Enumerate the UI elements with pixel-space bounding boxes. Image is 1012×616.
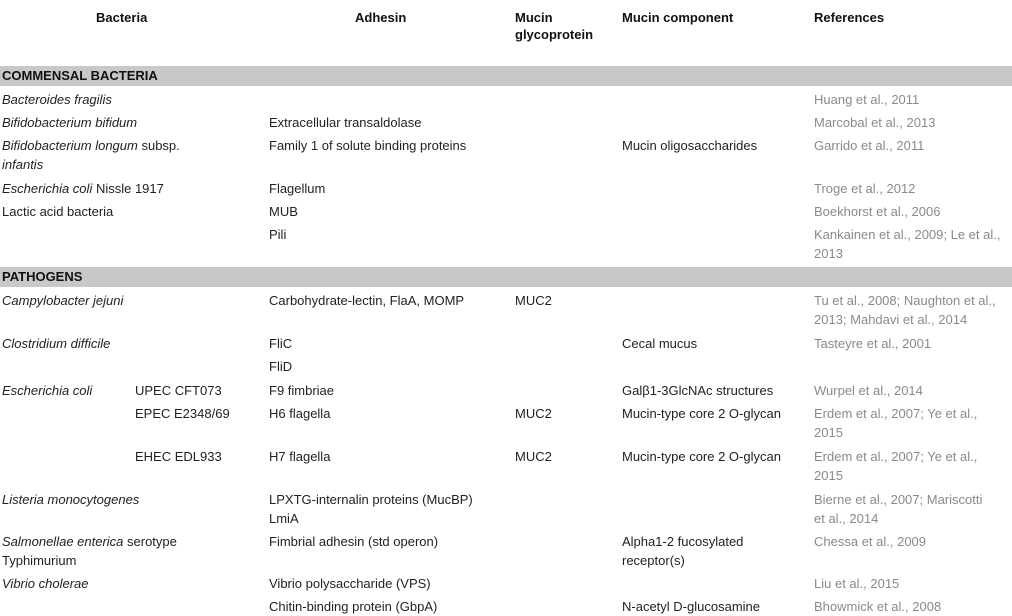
mucin-component: N-acetyl D-glucosamine [622,599,760,614]
bacteria-name: Listeria monocytogenes [2,492,140,507]
adhesin: Extracellular transaldolase [269,115,422,130]
mucin-component: Mucin-type core 2 O-glycan [622,406,781,421]
reference: Erdem et al., 2007; Ye et al., [814,449,978,464]
adhesin: FliC [269,336,293,351]
reference: Tu et al., 2008; Naughton et al., [814,293,996,308]
mucin-component: Galβ1-3GlcNAc structures [622,383,774,398]
bacteria-name: Escherichia coli [2,383,93,398]
mucin-glycoprotein: MUC2 [515,406,552,421]
section-commensal [0,66,1012,86]
table-header [0,0,1012,62]
bacteria-name: Escherichia coli Nissle 1917 [2,181,164,196]
adhesin: LPXTG-internalin proteins (MucBP) [269,492,473,507]
bacteria-name: Campylobacter jejuni [2,293,124,308]
reference: Wurpel et al., 2014 [814,383,923,398]
adhesin: F9 fimbriae [269,383,335,398]
reference: Garrido et al., 2011 [814,138,925,153]
bacteria-name-line2: Typhimurium [2,553,77,568]
bacteria-name: Lactic acid bacteria [2,204,114,219]
section-pathogens-label: PATHOGENS [2,269,83,284]
mucin-component: Mucin-type core 2 O-glycan [622,449,781,464]
adhesin: MUB [269,204,298,219]
reference: Tasteyre et al., 2001 [814,336,932,351]
bacteria-name: Bacteroides fragilis [2,92,112,107]
mucin-component: Cecal mucus [622,336,698,351]
adhesin: Carbohydrate-lectin, FlaA, MOMP [269,293,465,308]
bacteria-name: Clostridium difficile [2,336,111,351]
adhesin: H6 flagella [269,406,331,421]
adhesin: Family 1 of solute binding proteins [269,138,467,153]
adhesin: Vibrio polysaccharide (VPS) [269,576,431,591]
reference: Huang et al., 2011 [814,92,920,107]
mucin-glycoprotein: MUC2 [515,449,552,464]
reference: Bierne et al., 2007; Mariscotti [814,492,983,507]
reference: Boekhorst et al., 2006 [814,204,941,219]
strain: UPEC CFT073 [135,383,222,398]
bacteria-name: Bifidobacterium bifidum [2,115,138,130]
reference-line2: 2013 [814,246,843,261]
header-adhesin: Adhesin [355,10,407,25]
reference: Kankainen et al., 2009; Le et al., [814,227,1001,242]
mucin-component-line2: receptor(s) [622,553,685,568]
adhesin: Fimbrial adhesin (std operon) [269,534,439,549]
mucin-component: Alpha1-2 fucosylated [622,534,744,549]
adhesin: H7 flagella [269,449,331,464]
header-mucin-glycoprotein: Mucin glycoprotein [515,10,594,42]
adhesin: FliD [269,359,293,374]
bacteria-name: Salmonellae enterica serotype [2,534,177,549]
section-pathogens [0,267,1012,287]
mucin-glycoprotein: MUC2 [515,293,552,308]
bacteria-name-line2: infantis [2,157,44,172]
reference: Erdem et al., 2007; Ye et al., [814,406,978,421]
strain: EPEC E2348/69 [135,406,230,421]
header-mucin-component: Mucin component [622,10,734,25]
adhesin: Chitin-binding protein (GbpA) [269,599,438,614]
strain: EHEC EDL933 [135,449,222,464]
reference: Troge et al., 2012 [814,181,916,196]
header-bacteria: Bacteria [96,10,148,25]
reference-line2: et al., 2014 [814,511,879,526]
section-commensal-label: COMMENSAL BACTERIA [2,68,158,83]
reference: Bhowmick et al., 2008 [814,599,942,614]
adhesin: Pili [269,227,287,242]
mucin-component: Mucin oligosaccharides [622,138,758,153]
reference-line2: 2013; Mahdavi et al., 2014 [814,312,968,327]
bacteria-name: Bifidobacterium longum subsp. [2,138,180,153]
reference-line2: 2015 [814,425,843,440]
header-references: References [814,10,885,25]
adhesin-line2: LmiA [269,511,299,526]
reference-line2: 2015 [814,468,843,483]
reference: Marcobal et al., 2013 [814,115,936,130]
adhesin: Flagellum [269,181,326,196]
bacteria-name: Vibrio cholerae [2,576,89,591]
reference: Liu et al., 2015 [814,576,900,591]
reference: Chessa et al., 2009 [814,534,927,549]
